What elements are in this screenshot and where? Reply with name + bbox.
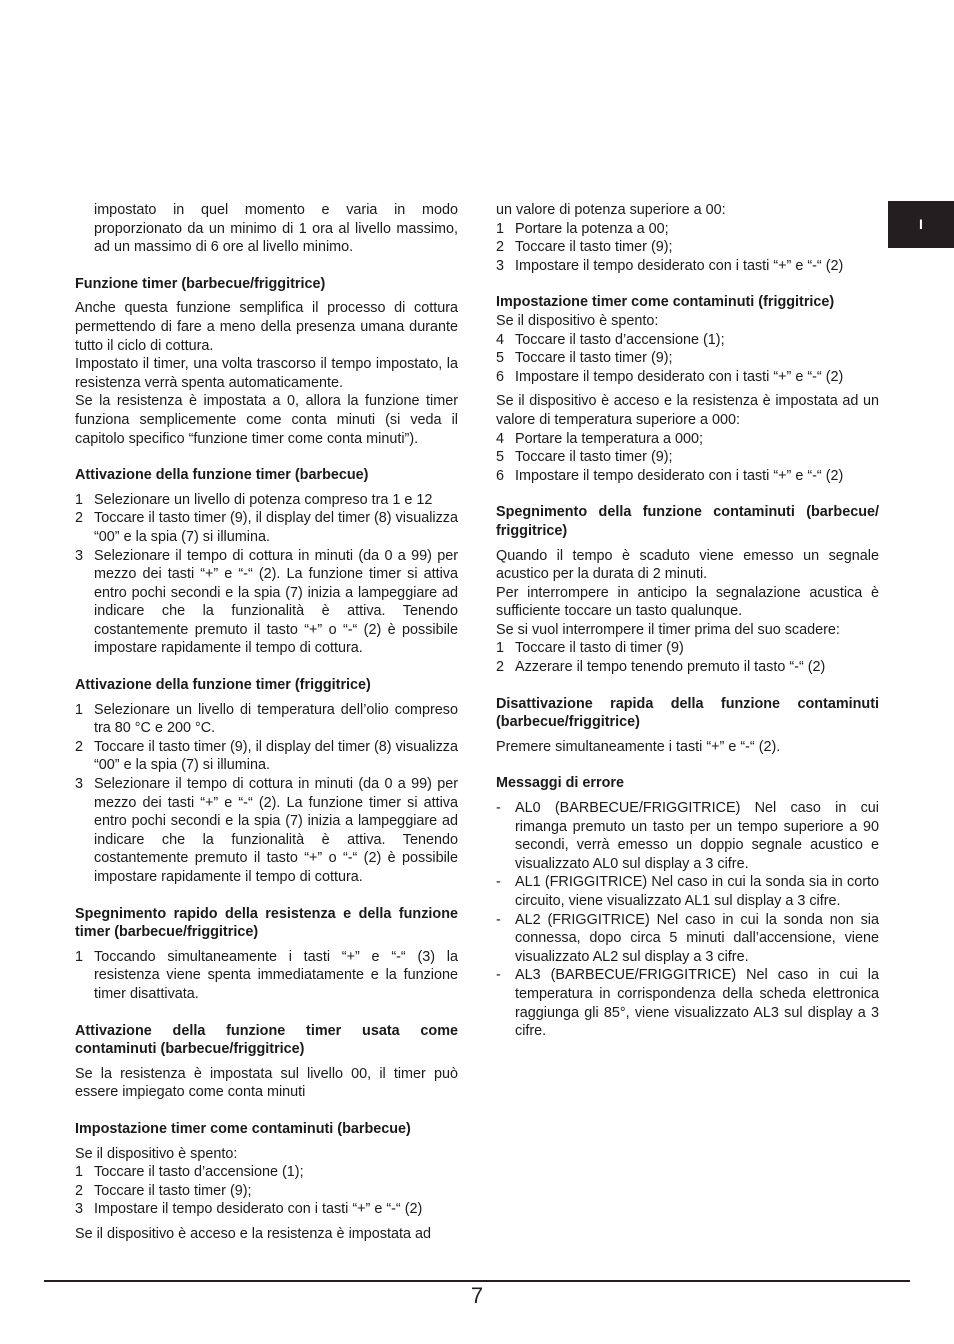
list-item	[75, 1182, 458, 1201]
list-text: Toccare il tasto timer (9), il display del timer (8) visualizza “00” e la spia (7) si illumina.	[94, 510, 458, 545]
list-text: AL1 (FRIGGITRICE) Nel caso in cui la sonda sia in corto circuito, viene visualizzato AL1 sul display a 3 cifre.	[515, 874, 879, 909]
heading-minute-minder-activation: Attivazione della funzione timer usata come contaminuti (barbecue/friggitrice)	[75, 1022, 458, 1058]
list-text: Toccare il tasto di timer (9)	[515, 640, 684, 657]
list-text: Impostare il tempo desiderato con i tasti “+” e “-“ (2)	[515, 257, 844, 274]
list-item	[75, 738, 458, 775]
paragraph: Anche questa funzione semplifica il processo di cottura permettendo di fare a meno della presenza umana durante tutto il ciclo di cottura.	[75, 300, 458, 354]
heading-minute-minder-shutdown: Spegnimento della funzione contaminuti (barbecue/ friggitrice)	[496, 504, 879, 539]
list-number: 6	[496, 368, 505, 385]
list-text: AL3 (BARBECUE/FRIGGITRICE) Nel caso in cui la temperatura in corrispondenza della scheda elettronica raggiunga gli 85°, viene visualizzato AL3 sul display a 3 cifre.	[515, 967, 879, 1040]
list-item	[496, 658, 879, 677]
paragraph: Se si vuol interrompere il timer prima del suo scadere:	[496, 621, 840, 638]
list-text: Portare la potenza a 00;	[515, 220, 669, 237]
list-bullet: -	[496, 800, 501, 817]
list-item	[75, 701, 458, 738]
paragraph: Se il dispositivo è acceso e la resistenza è impostata ad	[75, 1225, 431, 1242]
list-number: 2	[75, 510, 84, 527]
list-item	[75, 547, 458, 659]
list-item	[496, 349, 879, 368]
list-number: 3	[75, 547, 84, 564]
list-number: 1	[75, 491, 84, 508]
list-number: 4	[496, 430, 505, 447]
list-number: 3	[75, 776, 84, 793]
list-text: Toccare il tasto timer (9), il display del timer (8) visualizza “00” e la spia (7) si illumina.	[94, 738, 458, 774]
numbered-list	[75, 491, 458, 658]
list-item	[496, 639, 879, 658]
list-text: Selezionare un livello di potenza compreso tra 1 e 12	[94, 491, 433, 508]
list-text: Toccare il tasto timer (9);	[515, 350, 673, 367]
list-number: 1	[75, 1164, 84, 1181]
list-text: AL2 (FRIGGITRICE) Nel caso in cui la sonda non sia connessa, dopo circa 5 minuti dall’accensione, viene visualizzato AL2 sul display a 3 cifre.	[515, 911, 879, 965]
footer-divider	[44, 1280, 910, 1282]
list-item	[75, 1163, 458, 1182]
heading-timer-activation-barbecue: Attivazione della funzione timer (barbecue)	[75, 467, 369, 484]
list-item	[75, 1200, 458, 1219]
paragraph: Per interrompere in anticipo la segnalazione acustica è sufficiente toccare un tasto qualunque.	[496, 584, 879, 620]
heading-timer-activation-fryer: Attivazione della funzione timer (friggitrice)	[75, 677, 371, 694]
list-text: Portare la temperatura a 000;	[515, 430, 703, 447]
numbered-list	[496, 430, 879, 486]
list-item	[496, 799, 879, 873]
list-number: 2	[496, 239, 505, 256]
list-number: 1	[496, 220, 505, 237]
list-item	[496, 873, 879, 910]
list-text: Azzerare il tempo tenendo premuto il tasto “-“ (2)	[515, 659, 826, 676]
paragraph: Quando il tempo è scaduto viene emesso un segnale acustico per la durata di 2 minuti.	[496, 547, 879, 583]
list-text: AL0 (BARBECUE/FRIGGITRICE) Nel caso in cui rimanga premuto un tasto per un tempo superiore a 90 secondi, verrà emesso un doppio segnale acustico e visualizzato AL0 sul display a 3 cifre.	[515, 800, 879, 872]
bullet-list	[496, 799, 879, 1041]
list-number: 1	[75, 948, 84, 965]
list-number: 3	[75, 1201, 84, 1218]
list-item	[496, 430, 879, 449]
numbered-list	[496, 220, 879, 276]
heading-error-messages: Messaggi di errore	[496, 775, 624, 792]
numbered-list	[496, 331, 879, 387]
list-item	[496, 331, 879, 350]
paragraph: Se la resistenza è impostata a 0, allora la funzione timer funziona semplicemente come conta minuti (si veda il capitolo specifico “funzione timer come conta minuti”).	[75, 393, 458, 447]
list-item	[496, 220, 879, 239]
list-item	[496, 966, 879, 1040]
left-column	[75, 201, 458, 1244]
list-text: Toccare il tasto timer (9);	[94, 1182, 252, 1199]
list-number: 3	[496, 257, 505, 274]
paragraph: Se la resistenza è impostata sul livello 00, il timer può essere impiegato come conta minuti	[75, 1065, 458, 1101]
page-number: 7	[470, 1283, 484, 1308]
list-item	[75, 948, 458, 1004]
list-item	[496, 257, 879, 276]
list-number: 1	[75, 701, 84, 718]
list-number: 2	[75, 738, 84, 755]
list-number: 5	[496, 449, 505, 466]
list-text: Selezionare il tempo di cottura in minuti (da 0 a 99) per mezzo dei tasti “+” e “-“ (2). La funzione timer si attiva entro pochi secondi e la spia (7) inizia a lampeggiare ad indicare che la funzionalità è attiva. Tenendo costantemente premuto il tasto “+” o “-“ (2) è possibile impostare rapidamente il tempo di cottura.	[94, 776, 458, 885]
list-number: 2	[75, 1182, 84, 1199]
list-text: Selezionare un livello di temperatura dell’olio compreso tra 80 °C e 200 °C.	[94, 701, 458, 737]
numbered-list	[75, 948, 458, 1004]
list-item	[496, 467, 879, 486]
heading-quick-shutdown: Spegnimento rapido della resistenza e della funzione timer (barbecue/friggitrice)	[75, 905, 458, 941]
list-item	[496, 238, 879, 257]
list-text: Toccando simultaneamente i tasti “+” e “-“ (3) la resistenza viene spenta immediatamente e la funzione timer disattivata.	[94, 948, 458, 1002]
heading-timer-function: Funzione timer (barbecue/friggitrice)	[75, 275, 326, 292]
right-column	[496, 201, 879, 1041]
list-text: Selezionare il tempo di cottura in minuti (da 0 a 99) per mezzo dei tasti “+” e “-“ (2). La funzione timer si attiva entro pochi secondi e la spia (7) inizia a lampeggiare ad indicare che la funzionalità è attiva. Tenendo costantemente premuto il tasto “+” o “-“ (2) è possibile impostare rapidamente il tempo di cottura.	[94, 547, 458, 657]
list-text: Impostare il tempo desiderato con i tasti “+” e “-“ (2)	[515, 368, 844, 385]
numbered-list	[496, 639, 879, 676]
list-item	[496, 448, 879, 467]
language-tab: I	[888, 201, 954, 248]
list-text: Toccare il tasto d’accensione (1);	[94, 1164, 304, 1181]
numbered-list	[75, 1163, 458, 1219]
list-bullet: -	[496, 967, 501, 984]
paragraph: Premere simultaneamente i tasti “+” e “-“ (2).	[496, 738, 781, 755]
list-number: 1	[496, 640, 505, 657]
paragraph: Se il dispositivo è spento:	[496, 312, 659, 329]
list-item	[75, 509, 458, 546]
list-item	[75, 491, 458, 510]
list-bullet: -	[496, 911, 501, 928]
list-bullet: -	[496, 874, 501, 891]
heading-minute-minder-fryer: Impostazione timer come contaminuti (friggitrice)	[496, 294, 835, 311]
list-number: 5	[496, 350, 505, 367]
paragraph: Impostato il timer, una volta trascorso il tempo impostato, la resistenza verrà spenta automaticamente.	[75, 356, 458, 391]
list-text: Impostare il tempo desiderato con i tasti “+” e “-“ (2)	[94, 1201, 423, 1218]
list-text: Toccare il tasto timer (9);	[515, 449, 673, 466]
list-number: 2	[496, 659, 505, 676]
heading-minute-minder-barbecue: Impostazione timer come contaminuti (barbecue)	[75, 1120, 411, 1137]
list-text: Impostare il tempo desiderato con i tasti “+” e “-“ (2)	[515, 467, 844, 484]
heading-quick-deactivation: Disattivazione rapida della funzione contaminuti (barbecue/friggitrice)	[496, 695, 879, 731]
list-text: Toccare il tasto timer (9);	[515, 239, 673, 256]
list-text: Toccare il tasto d’accensione (1);	[515, 331, 725, 348]
paragraph-continued: impostato in quel momento e varia in modo proporzionato da un minimo di 1 ora al livello massimo, ad un massimo di 6 ore al livello minimo.	[94, 202, 458, 256]
list-item	[75, 775, 458, 887]
list-number: 6	[496, 467, 505, 484]
list-number: 4	[496, 331, 505, 348]
paragraph: Se il dispositivo è acceso e la resistenza è impostata ad un valore di temperatura superiore a 000:	[496, 393, 879, 428]
list-item	[496, 911, 879, 967]
paragraph-continued: un valore di potenza superiore a 00:	[496, 202, 726, 218]
list-item	[496, 368, 879, 387]
paragraph: Se il dispositivo è spento:	[75, 1145, 238, 1162]
numbered-list	[75, 701, 458, 887]
